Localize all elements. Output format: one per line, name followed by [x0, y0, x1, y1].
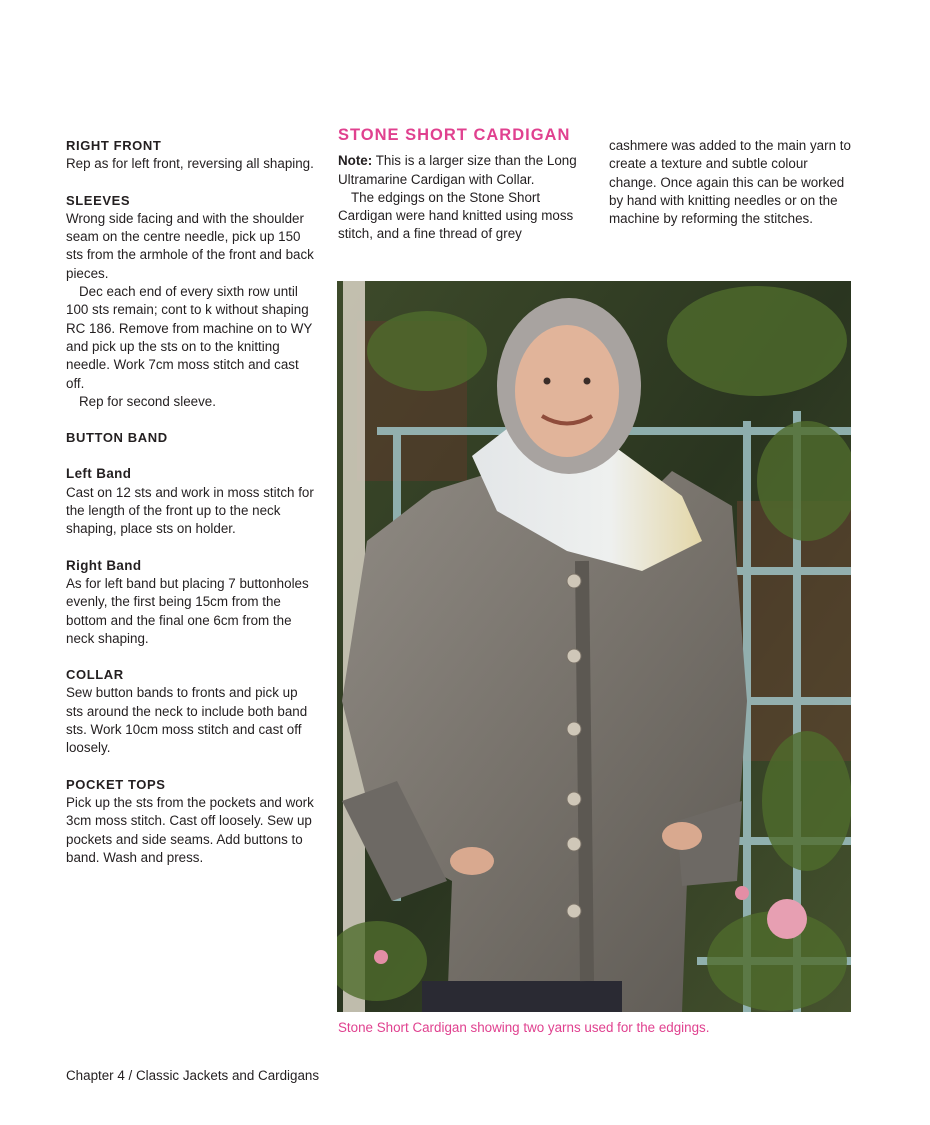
paragraph-edgings: The edgings on the Stone Short Cardigan were hand knitted using moss stitch, and a fine thread of grey	[338, 189, 574, 242]
section-left-band	[66, 465, 316, 538]
section-pocket-tops	[66, 776, 316, 867]
section-button-band	[66, 429, 316, 447]
photo-caption: Stone Short Cardigan showing two yarns used for the edgings.	[338, 1020, 710, 1035]
left-column	[66, 137, 316, 885]
section-collar	[66, 666, 316, 757]
note-label: Note:	[338, 153, 373, 169]
paragraph-pocket-tops: Pick up the sts from the pockets and work 3cm moss stitch. Cast off loosely. Sew up pockets and side seams. Add buttons to band. Wash and press.	[66, 794, 314, 865]
section-sleeves	[66, 192, 316, 412]
paragraph-note	[338, 152, 588, 189]
heading-sleeves: SLEEVES	[66, 192, 131, 208]
paragraph-sleeves-3: Rep for second sleeve.	[79, 393, 216, 409]
paragraph-left-band: Cast on 12 sts and work in moss stitch for the length of the front up to the neck shaping, place sts on holder.	[66, 484, 314, 537]
right-column	[609, 137, 859, 228]
section-right-band	[66, 557, 316, 648]
heading-button-band: BUTTON BAND	[66, 430, 168, 446]
heading-pocket-tops: POCKET TOPS	[66, 776, 166, 792]
page-title: STONE SHORT CARDIGAN	[338, 126, 571, 144]
heading-left-band: Left Band	[66, 466, 132, 482]
note-text: This is a larger size than the Long Ultramarine Cardigan with Collar.	[338, 153, 577, 187]
middle-column	[338, 126, 588, 244]
paragraph-cashmere: cashmere was added to the main yarn to create a texture and subtle colour change. Once again this can be worked by hand with knitting needles or on the machine by reforming the stitches.	[609, 138, 851, 227]
paragraph-sleeves-1: Wrong side facing and with the shoulder seam on the centre needle, pick up 150 sts from the armhole of the front and back pieces.	[66, 210, 314, 281]
paragraph-collar: Sew button bands to fronts and pick up sts around the neck to include both band sts. Work 10cm moss stitch and cast off loosely.	[66, 685, 308, 756]
page-footer: Chapter 4 / Classic Jackets and Cardigans	[66, 1068, 320, 1083]
paragraph-sleeves-2: Dec each end of every sixth row until 100 sts remain; cont to k without shaping RC 186. Remove from machine on to WY and pick up the sts on to the knitting needle. Work 7cm moss stitch and cast off.	[66, 284, 313, 391]
heading-right-front: RIGHT FRONT	[66, 138, 162, 153]
cardigan-photo	[337, 281, 851, 1012]
section-right-front	[66, 137, 316, 174]
heading-collar: COLLAR	[66, 667, 124, 683]
heading-right-band: Right Band	[66, 557, 142, 573]
paragraph-right-front: Rep as for left front, reversing all shaping.	[66, 156, 314, 172]
paragraph-right-band: As for left band but placing 7 buttonholes evenly, the first being 15cm from the bottom and the final one 6cm from the neck shaping.	[66, 575, 309, 646]
